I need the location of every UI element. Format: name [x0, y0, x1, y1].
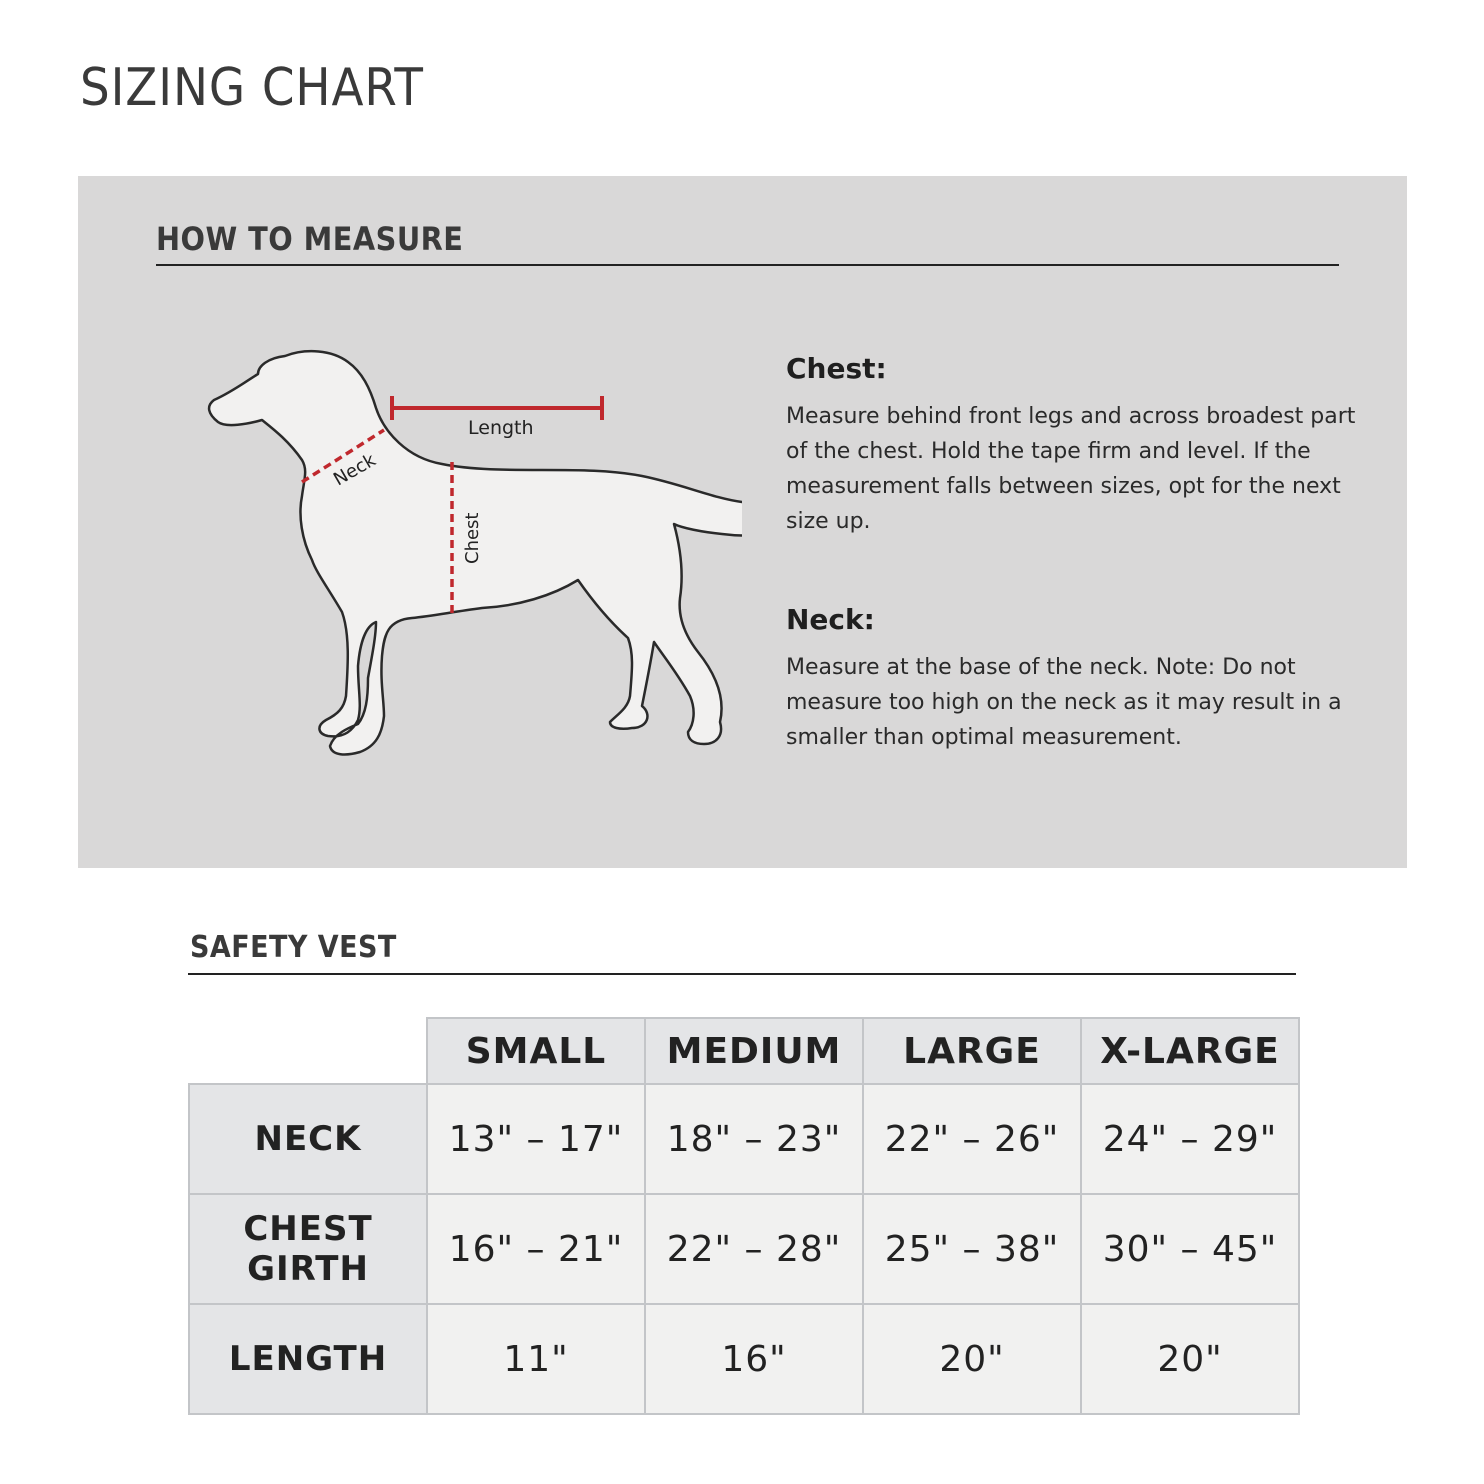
neck-instruction-title: Neck:: [786, 603, 875, 636]
length-large: 20": [863, 1304, 1081, 1414]
safety-vest-heading: SAFETY VEST: [190, 930, 397, 965]
length-medium: 16": [645, 1304, 863, 1414]
page-title: SIZING CHART: [80, 58, 424, 118]
neck-instruction: [786, 603, 1366, 755]
length-small: 11": [427, 1304, 645, 1414]
neck-large: 22" – 26": [863, 1084, 1081, 1194]
row-label-length: [189, 1304, 427, 1414]
row-label-text: CHEST: [243, 1209, 373, 1249]
chest-xlarge: 30" – 45": [1081, 1194, 1299, 1304]
size-header-small: SMALL: [427, 1018, 645, 1084]
heading-divider: [156, 264, 1339, 266]
neck-label: Neck: [330, 449, 380, 491]
neck-xlarge: 24" – 29": [1081, 1084, 1299, 1194]
row-label-text: NECK: [254, 1119, 362, 1159]
size-header-medium: MEDIUM: [645, 1018, 863, 1084]
measurement-instructions: [786, 352, 1366, 755]
size-table: [188, 1017, 1300, 1415]
chest-instruction-title: Chest:: [786, 352, 887, 385]
chest-large: 25" – 38": [863, 1194, 1081, 1304]
length-xlarge: 20": [1081, 1304, 1299, 1414]
row-label-text: LENGTH: [228, 1339, 388, 1379]
chest-instruction-text: Measure behind front legs and across broadest part of the chest. Hold the tape firm and level. If the measurement falls between sizes, opt for the next size up.: [786, 404, 1356, 534]
how-to-measure-panel: [78, 176, 1407, 868]
safety-vest-divider: [188, 973, 1296, 975]
neck-medium: 18" – 23": [645, 1084, 863, 1194]
size-header-row: [189, 1018, 1299, 1084]
table-row-chest-girth: [189, 1194, 1299, 1304]
neck-instruction-text: Measure at the base of the neck. Note: Do not measure too high on the neck as it may result in a smaller than optimal measurement.: [786, 655, 1342, 750]
length-label: Length: [468, 417, 534, 439]
chest-medium: 22" – 28": [645, 1194, 863, 1304]
neck-small: 13" – 17": [427, 1084, 645, 1194]
chest-label: Chest: [462, 512, 483, 564]
chest-instruction: [786, 352, 1366, 539]
size-header-xlarge: X-LARGE: [1081, 1018, 1299, 1084]
row-label-chest-girth: [189, 1194, 427, 1304]
table-row-length: [189, 1304, 1299, 1414]
dog-measurement-diagram: [122, 336, 742, 766]
row-label-text: GIRTH: [247, 1249, 369, 1289]
size-header-large: LARGE: [863, 1018, 1081, 1084]
how-to-measure-heading: HOW TO MEASURE: [156, 220, 464, 258]
table-row-neck: [189, 1084, 1299, 1194]
chest-small: 16" – 21": [427, 1194, 645, 1304]
row-label-neck: [189, 1084, 427, 1194]
table-corner: [189, 1018, 427, 1084]
